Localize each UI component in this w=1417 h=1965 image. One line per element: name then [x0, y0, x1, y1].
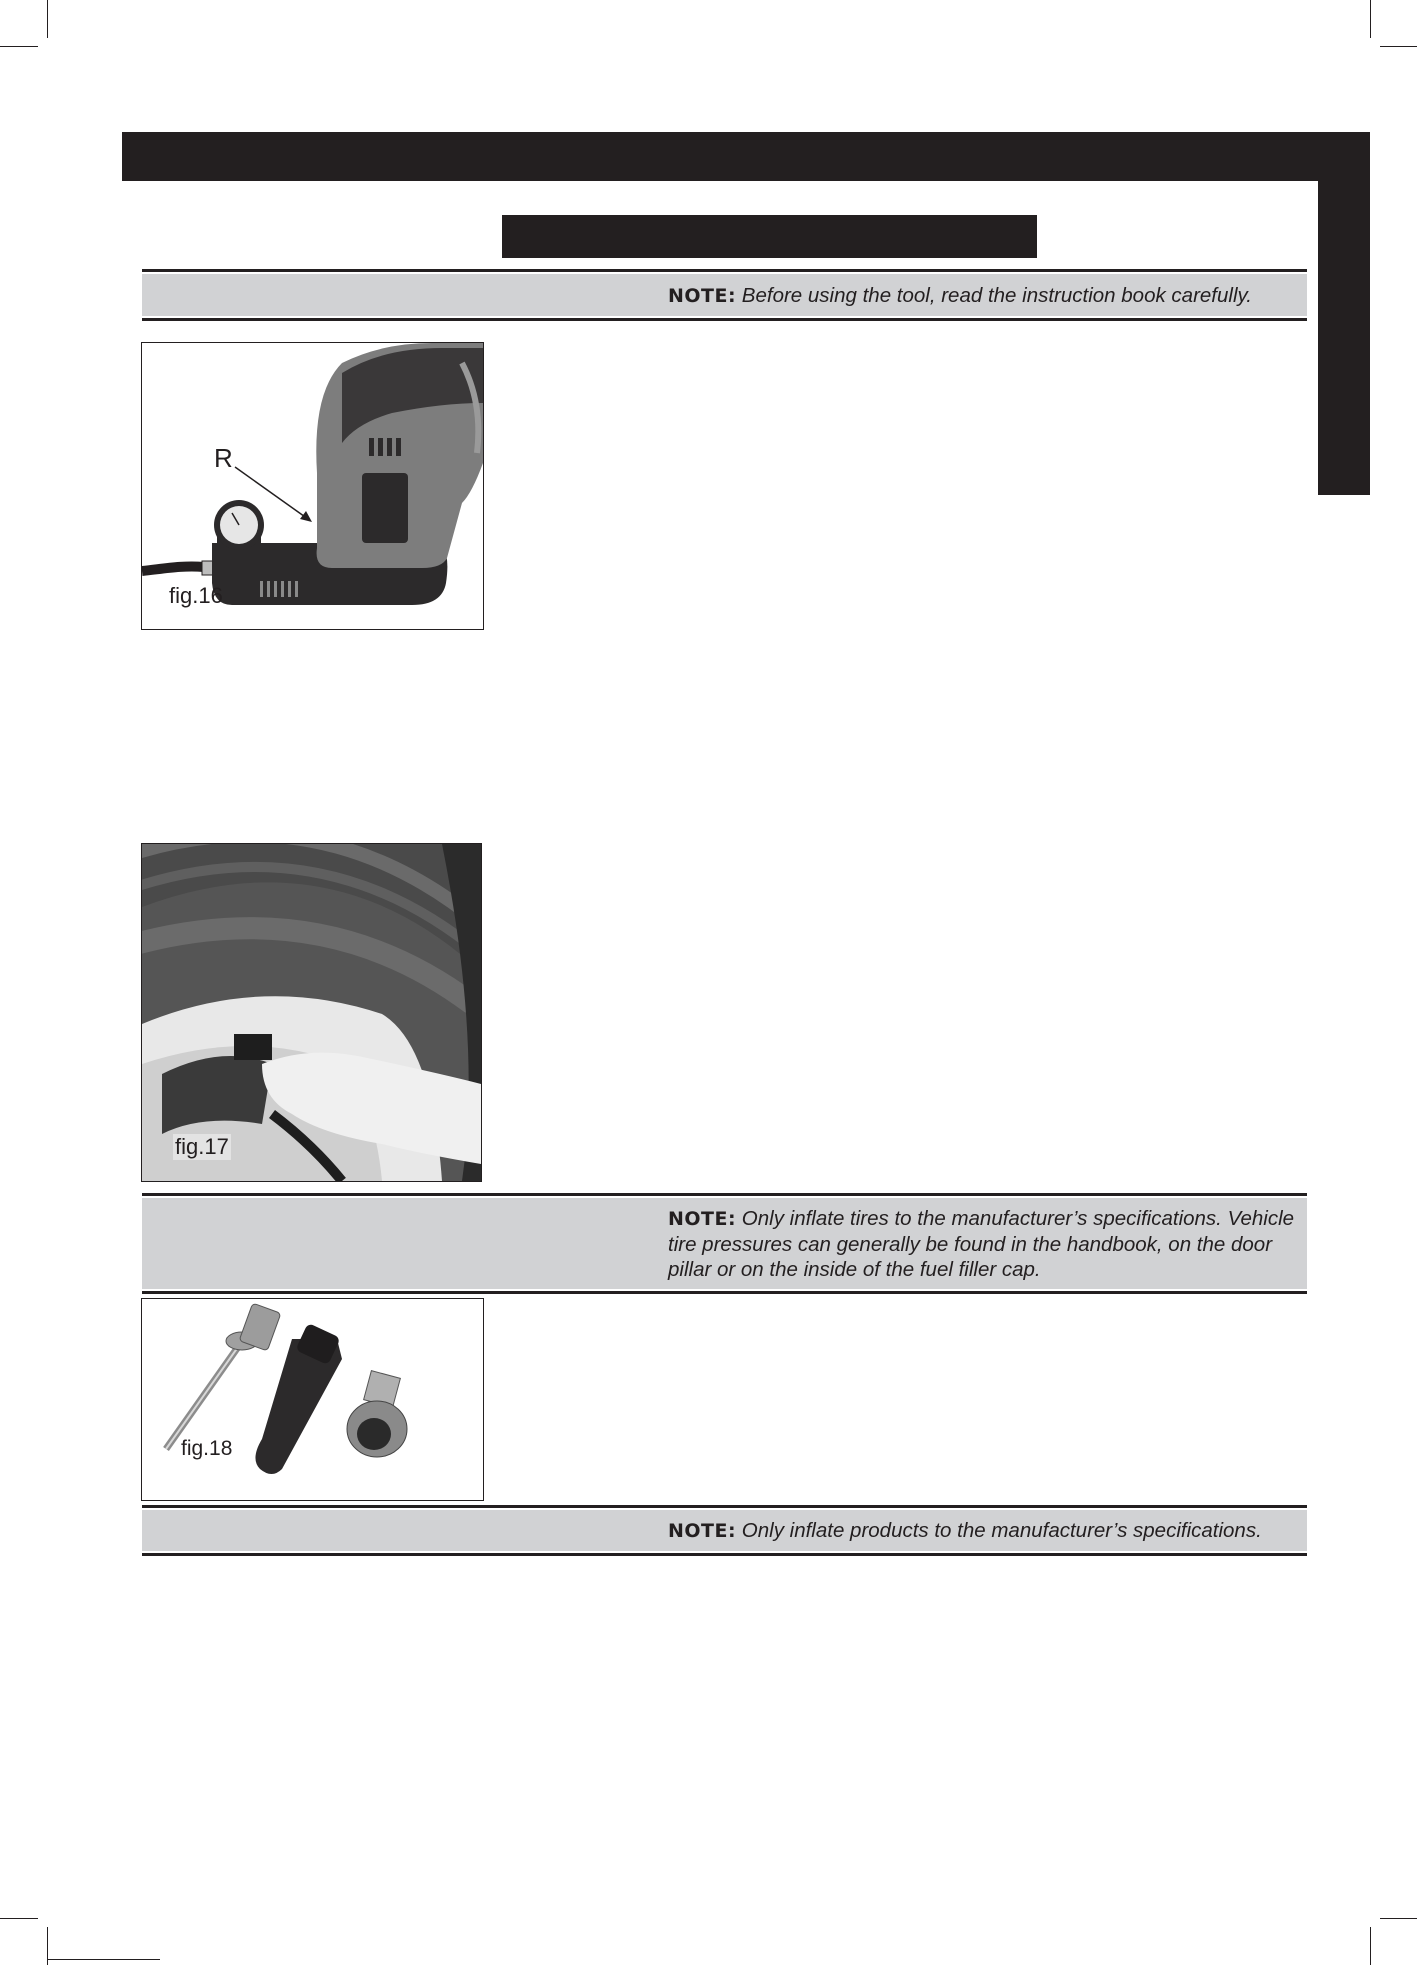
note-body: Before using the tool, read the instruction book carefully.	[741, 284, 1252, 307]
rule-bottom	[142, 1291, 1307, 1294]
header-bar	[122, 132, 1370, 181]
figure-17	[141, 843, 482, 1182]
crop-mark	[47, 0, 48, 38]
rule-top	[142, 1193, 1307, 1196]
crop-mark	[1370, 0, 1371, 38]
callout-label: R	[214, 443, 233, 473]
rule-top	[142, 1505, 1307, 1508]
crop-mark	[0, 46, 38, 47]
note-text	[668, 1518, 1297, 1544]
crop-mark	[1380, 46, 1417, 47]
note-label: NOTE:	[668, 1520, 737, 1542]
section-title-bar	[502, 215, 1037, 258]
figure-16	[141, 342, 484, 630]
rule-bottom	[142, 1553, 1307, 1556]
tire-inflation-photo	[142, 844, 481, 1181]
crop-mark	[48, 1959, 160, 1960]
note-body: Only inflate tires to the manufacturer’s specifications. Vehicle tire pressures can generally be found in the handbook, on the door pillar or on the inside of the fuel filler cap.	[668, 1207, 1295, 1281]
note-text	[668, 1206, 1297, 1282]
crop-mark	[1370, 1927, 1371, 1965]
side-tab	[1318, 132, 1370, 495]
note-label: NOTE:	[668, 1208, 737, 1230]
rule-bottom	[142, 318, 1307, 321]
note-body: Only inflate products to the manufacturer’s specifications.	[741, 1519, 1262, 1542]
note-band	[142, 1510, 1307, 1551]
figure-label: fig.17	[175, 1134, 229, 1159]
crop-mark	[0, 1918, 38, 1919]
note-band	[142, 274, 1307, 316]
crop-mark	[1380, 1918, 1417, 1919]
figure-label: fig.16	[169, 583, 223, 608]
note-band	[142, 1198, 1307, 1289]
rule-top	[142, 269, 1307, 272]
figure-18	[141, 1298, 484, 1501]
figure-label: fig.18	[181, 1437, 233, 1460]
note-label: NOTE:	[668, 285, 737, 307]
note-text	[668, 283, 1297, 309]
nozzle-adaptors-illustration	[142, 1299, 483, 1500]
